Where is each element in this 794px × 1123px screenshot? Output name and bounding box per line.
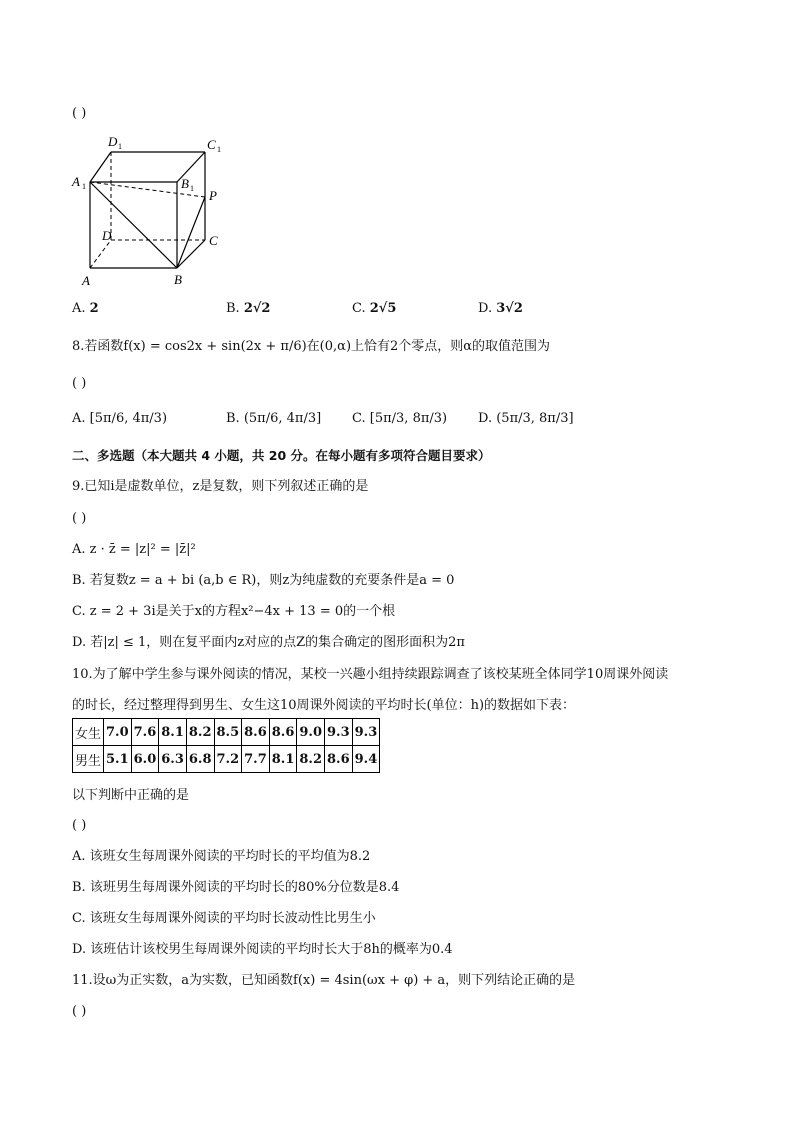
table-cell: 8.2 xyxy=(297,746,325,773)
q10-option-b[interactable]: B. 该班男生每周课外阅读的平均时长的80%分位数是8.4 xyxy=(72,880,400,895)
q7-option-a[interactable]: A. 2 xyxy=(72,301,99,316)
q8-option-d[interactable]: D. (5π/3, 8π/3] xyxy=(478,411,574,426)
label-c1: C xyxy=(207,137,216,152)
label-d1: D xyxy=(108,134,118,149)
cube-figure xyxy=(70,132,240,292)
section-heading-multi-choice: 二、多选题（本大题共 4 小题，共 20 分。在每小题有多项符合题目要求） xyxy=(72,448,491,463)
label-a: A xyxy=(82,273,90,288)
table-cell: 8.2 xyxy=(186,719,214,746)
table-cell: 7.0 xyxy=(104,719,132,746)
label-b: B xyxy=(174,272,182,287)
edge-bc xyxy=(177,240,205,268)
table-cell: 5.1 xyxy=(104,746,132,773)
label-b1-sub: 1 xyxy=(190,184,194,193)
table-row-female xyxy=(73,719,380,746)
table-cell: 8.5 xyxy=(214,719,242,746)
edge-ad-hidden xyxy=(90,240,111,268)
table-row-male xyxy=(73,746,380,773)
edge-a1d1 xyxy=(90,152,111,182)
table-cell: 9.3 xyxy=(325,719,353,746)
label-a1-sub: 1 xyxy=(82,182,86,191)
q9-stem: 9.已知i是虚数单位，z是复数，则下列叙述正确的是 xyxy=(72,479,369,494)
q9-option-a[interactable]: A. z · z̄ = |z|² = |z̄|² xyxy=(72,542,196,557)
q9-option-b[interactable]: B. 若复数z = a + bi (a,b ∈ R)，则z为纯虚数的充要条件是a = 0 xyxy=(72,573,455,588)
segment-bp xyxy=(177,197,205,268)
q8-stem: 8.若函数f(x) = cos2x + sin(2x + π/6)在(0,α)上恰有2个零点，则α的取值范围为 xyxy=(72,339,551,354)
q8-paren: ( ) xyxy=(72,376,87,391)
label-d1-sub: 1 xyxy=(118,142,122,151)
table-cell: 7.2 xyxy=(214,746,242,773)
q9-paren: ( ) xyxy=(72,511,87,526)
table-cell: 6.3 xyxy=(159,746,187,773)
q11-stem: 11.设ω为正实数，a为实数，已知函数f(x) = 4sin(ωx + φ) + a，则下列结论正确的是 xyxy=(72,973,576,988)
table-cell: 6.8 xyxy=(186,746,214,773)
table-cell: 7.6 xyxy=(131,719,159,746)
reading-time-table xyxy=(72,718,380,773)
q10-stem-line1: 10.为了解中学生参与课外阅读的情况，某校一兴趣小组持续跟踪调查了该校某班全体同学10周课外阅读 xyxy=(72,667,669,682)
q10-stem-line2: 的时长，经过整理得到男生、女生这10周课外阅读的平均时长(单位：h)的数据如下表： xyxy=(72,698,576,713)
table-cell: 8.6 xyxy=(269,719,297,746)
q10-prompt: 以下判断中正确的是 xyxy=(72,788,190,803)
q9-option-c[interactable]: C. z = 2 + 3i是关于x的方程x²−4x + 13 = 0的一个根 xyxy=(72,604,396,619)
q7-option-d[interactable]: D. 3√2 xyxy=(478,301,523,316)
label-a1: A xyxy=(72,174,80,189)
q10-option-c[interactable]: C. 该班女生每周课外阅读的平均时长波动性比男生小 xyxy=(72,911,376,926)
table-cell: 8.6 xyxy=(242,719,270,746)
row-label-female: 女生 xyxy=(73,719,104,746)
table-cell: 8.1 xyxy=(159,719,187,746)
q8-option-a[interactable]: A. [5π/6, 4π/3) xyxy=(72,411,168,426)
table-cell: 7.7 xyxy=(242,746,270,773)
q9-option-d[interactable]: D. 若|z| ≤ 1，则在复平面内z对应的点Z的集合确定的图形面积为2π xyxy=(72,635,465,650)
label-p: P xyxy=(209,188,217,203)
label-c: C xyxy=(209,233,218,248)
q11-paren: ( ) xyxy=(72,1004,87,1019)
table-cell: 9.4 xyxy=(352,746,380,773)
q7-option-b[interactable]: B. 2√2 xyxy=(226,301,271,316)
row-label-male: 男生 xyxy=(73,746,104,773)
table-cell: 6.0 xyxy=(131,746,159,773)
q8-option-b[interactable]: B. (5π/6, 4π/3] xyxy=(226,411,322,426)
q10-paren: ( ) xyxy=(72,818,87,833)
table-cell: 9.0 xyxy=(297,719,325,746)
table-cell: 8.1 xyxy=(269,746,297,773)
q10-option-a[interactable]: A. 该班女生每周课外阅读的平均时长的平均值为8.2 xyxy=(72,849,371,864)
q7-paren: ( ) xyxy=(72,106,87,121)
segment-a1b xyxy=(90,182,177,268)
label-d: D xyxy=(102,228,112,243)
label-c1-sub: 1 xyxy=(217,145,221,154)
q10-option-d[interactable]: D. 该班估计该校男生每周课外阅读的平均时长大于8h的概率为0.4 xyxy=(72,942,453,957)
q8-option-c[interactable]: C. [5π/3, 8π/3) xyxy=(352,411,448,426)
label-b1: B xyxy=(181,176,189,191)
table-cell: 8.6 xyxy=(325,746,353,773)
q7-option-c[interactable]: C. 2√5 xyxy=(352,301,397,316)
table-cell: 9.3 xyxy=(352,719,380,746)
